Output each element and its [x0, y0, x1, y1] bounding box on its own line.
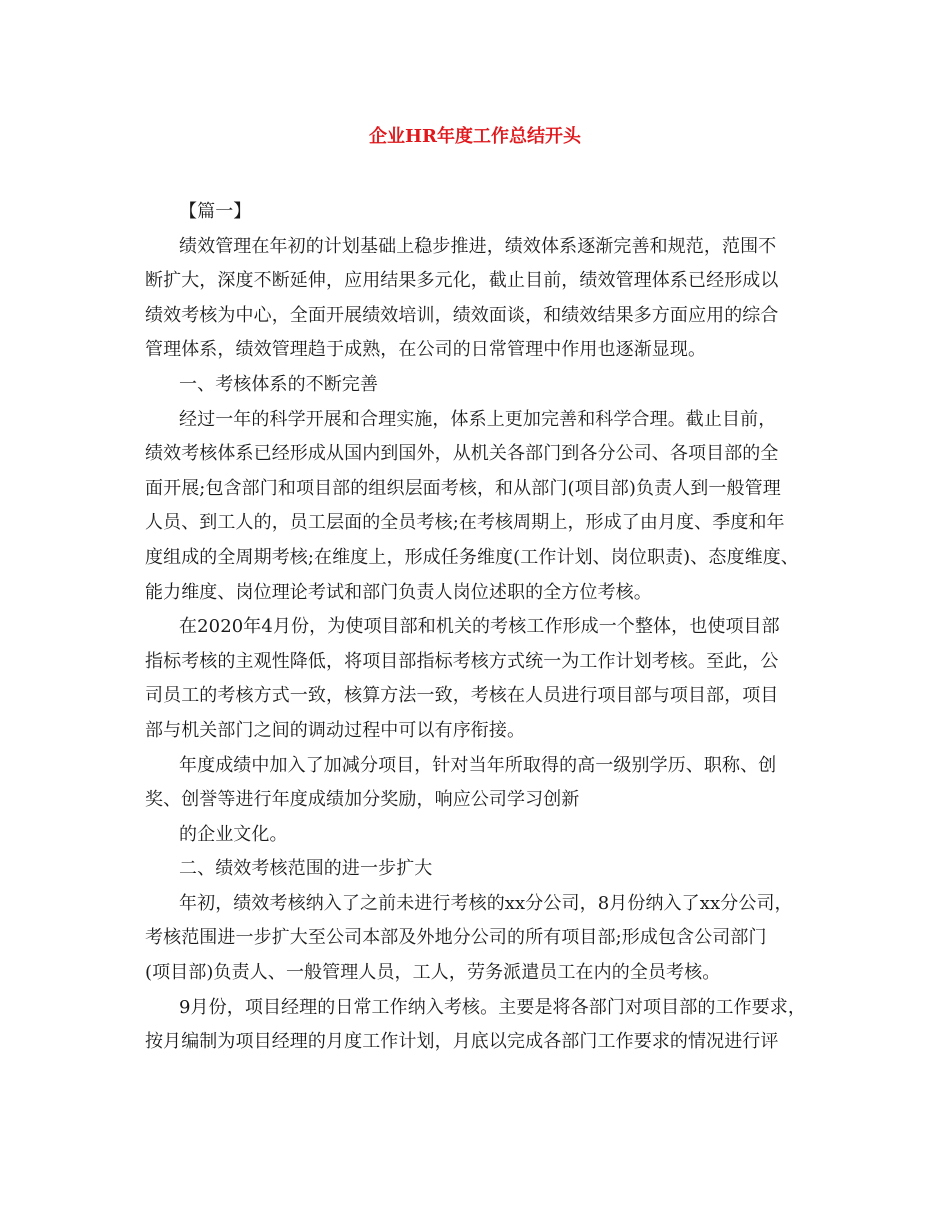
section-heading: 【篇一】 [179, 201, 252, 222]
paragraph-line: 经过一年的科学开展和合理实施，体系上更加完善和科学合理。截止目前， [179, 408, 777, 430]
paragraph-line: 9月份，项目经理的日常工作纳入考核。主要是将各部门对项目部的工作要求， [179, 996, 806, 1018]
paragraph-line: 奖、创誉等进行年度成绩加分奖励，响应公司学习创新 [145, 789, 580, 811]
section-heading: 一、考核体系的不断完善 [179, 373, 379, 395]
paragraph-line: 考核范围进一步扩大至公司本部及外地分公司的所有项目部;形成包含公司部门 [145, 927, 767, 949]
paragraph-line: 的企业文化。 [179, 823, 288, 845]
paragraph-line: 断扩大，深度不断延伸，应用结果多元化，截止目前，绩效管理体系已经形成以 [145, 270, 779, 292]
paragraph-line: (项目部)负责人、一般管理人员，工人，劳务派遣员工在内的全员考核。 [145, 962, 721, 984]
paragraph-line: 按月编制为项目经理的月度工作计划，月底以完成各部门工作要求的情况进行评 [145, 1031, 779, 1053]
paragraph-line: 度组成的全周期考核;在维度上，形成任务维度(工作计划、岗位职责)、态度维度、 [145, 546, 799, 568]
section-heading: 二、绩效考核范围的进一步扩大 [179, 858, 433, 880]
paragraph-line: 人员、到工人的，员工层面的全员考核;在考核周期上，形成了由月度、季度和年 [145, 512, 785, 534]
paragraph-line: 面开展;包含部门和项目部的组织层面考核，和从部门(项目部)负责人到一般管理 [145, 477, 781, 499]
paragraph-line: 绩效考核为中心，全面开展绩效培训，绩效面谈，和绩效结果多方面应用的综合 [145, 304, 779, 326]
paragraph-line: 管理体系，绩效管理趋于成熟，在公司的日常管理中作用也逐渐显现。 [145, 339, 707, 361]
paragraph-line: 司员工的考核方式一致，核算方法一致，考核在人员进行项目部与项目部，项目 [145, 685, 779, 707]
paragraph-line: 年度成绩中加入了加减分项目，针对当年所取得的高一级别学历、职称、创 [179, 754, 777, 776]
paragraph-line: 年初，绩效考核纳入了之前未进行考核的xx分公司，8月份纳入了xx分公司， [179, 892, 793, 914]
paragraph-line: 能力维度、岗位理论考试和部门负责人岗位述职的全方位考核。 [145, 581, 652, 603]
paragraph-line: 部与机关部门之间的调动过程中可以有序衔接。 [145, 719, 526, 741]
paragraph-line: 指标考核的主观性降低，将项目部指标考核方式统一为工作计划考核。至此，公 [145, 650, 779, 672]
paragraph-line: 绩效管理在年初的计划基础上稳步推进，绩效体系逐渐完善和规范，范围不 [179, 235, 777, 257]
document-body [145, 195, 825, 1060]
paragraph-line: 在2020年4月份，为使项目部和机关的考核工作形成一个整体，也使项目部 [179, 616, 780, 638]
paragraph-line: 绩效考核体系已经形成从国内到国外，从机关各部门到各分公司、各项目部的全 [145, 443, 779, 465]
document-title: 企业HR年度工作总结开头 [369, 126, 581, 147]
